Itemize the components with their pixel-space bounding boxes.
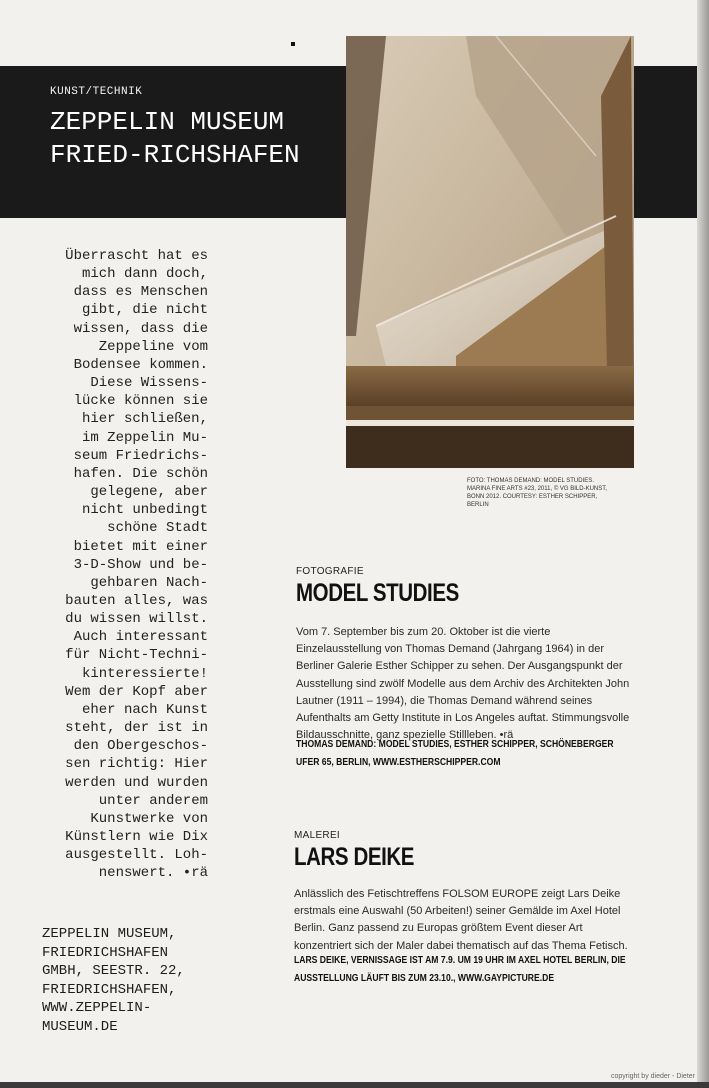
photo-caption: FOTO: THOMAS DEMAND: MODEL STUDIES. MARINA FINE ARTS #23, 2011, © VG BILD-KUNST, BONN 2012. COURTESY: ESTHER SCHIPPER, BERLIN <box>467 478 607 508</box>
section-label-malerei: MALEREI <box>294 830 341 841</box>
photo-artwork <box>346 36 634 468</box>
venue-address: ZEPPELIN MUSEUM, FRIEDRICHSHAFEN GMBH, SEESTR. 22, FRIEDRICHSHAFEN, WWW.ZEPPELIN- MUSEUM.DE <box>42 926 185 1035</box>
copyright-watermark: copyright by dieder - Dieter <box>610 1073 695 1080</box>
section-body-lars-deike: Anlässlich des Fetischtreffens FOLSOM EUROPE zeigt Lars Deike erstmals eine Auswahl (50 Arbeiten!) seiner Gemälde im Axel Hotel Berlin. Ganz passend zu Europas größtem Event dieser Art konzentriert sich der Maler dabei thematisch auf das Thema Fetisch. <box>294 888 628 952</box>
section-label-fotografie: FOTOGRAFIE <box>296 566 364 577</box>
section-info-lars-deike: LARS DEIKE, VERNISSAGE IST AM 7.9. UM 19 UHR IM AXEL HOTEL BERLIN, DIE AUSSTELLUNG LÄUFT BIS ZUM 23.10., WWW.GAYPICTURE.DE <box>294 955 626 984</box>
section-title-model-studies: MODEL STUDIES <box>296 579 459 607</box>
section-info-model-studies: THOMAS DEMAND: MODEL STUDIES, ESTHER SCHIPPER, SCHÖNEBERGER UFER 65, BERLIN, WWW.ESTHERSCHIPPER.COM <box>296 739 614 768</box>
article-kicker: KUNST/TECHNIK <box>50 86 143 98</box>
section-body-model-studies: Vom 7. September bis zum 20. Oktober ist die vierte Einzelausstellung von Thomas Demand (Jahrgang 1964) in der Berliner Galerie Esther Schipper zu sehen. Der Ausgangspunkt der Ausstellung sind zwölf Modelle aus dem Archiv des Architekten John Lautner (1911 – 1994), die Thomas Demand während seines Aufenthalts am Getty Institute in Los Angeles auftat. Stimmungsvolle Bildausschnitte, ganz spezielle Stillleben. •rä <box>296 626 630 742</box>
model-studies-photo <box>346 36 634 468</box>
bullet-dot <box>291 42 295 46</box>
article-headline: ZEPPELIN MUSEUM FRIED-RICHSHAFEN <box>50 107 300 170</box>
section-title-lars-deike: LARS DEIKE <box>294 843 415 871</box>
page-edge <box>697 0 709 1088</box>
article-body: Überrascht hat es mich dann doch, dass es Menschen gibt, die nicht wissen, dass die Zeppeline vom Bodensee kommen. Diese Wissens- lücke können sie hier schließen, im Zeppelin Mu- seum Friedrichs- hafen. Die schön gelegene, aber nicht unbedingt schöne Stadt bietet mit einer 3-D-Show und be- gehbaren Nach- bauten alles, was du wissen willst. Auch interessant für Nicht-Techni- kinteressierte! Wem der Kopf aber eher nach Kunst steht, der ist in den Obergeschos- sen richtig: Hier werden und wurden unter anderem Kunstwerke von Künstlern wie Dix ausgestellt. Loh- nenswert. •rä <box>65 248 208 882</box>
page-bottom-edge <box>0 1082 709 1088</box>
